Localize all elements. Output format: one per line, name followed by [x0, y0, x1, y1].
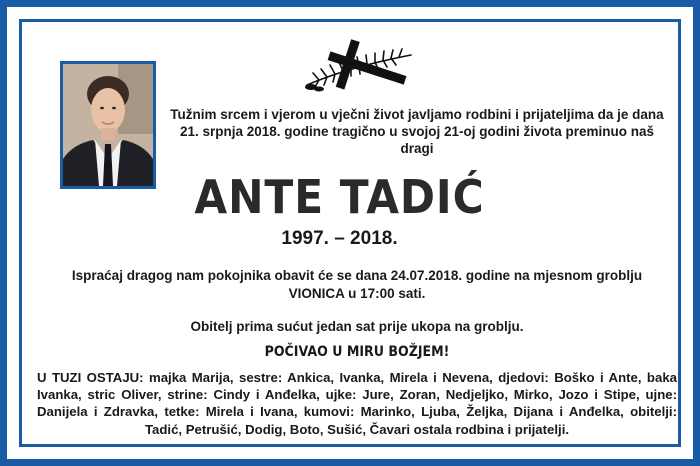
portrait-image	[63, 64, 153, 186]
announcement-text: Tužnim srcem i vjerom u vječni život javljamo rodbini i prijateljima da je dana 21. srpnja 2018. godine tragično u svojoj 21-oj godini života preminuo naš dragi	[170, 107, 664, 156]
obituary-card	[7, 7, 693, 459]
mourners-list: U TUZI OSTAJU: majka Marija, sestre: Ankica, Ivanka, Mirela i Nevena, djedovi: Boško i Ante, baka Ivanka, stric Oliver, strine: Cindy i Anđelka, ujke: Jure, Zoran, Nedjeljko, Mirko, Jozo i Stipe, ujne: Danijela i Zdravka, tetke: Mirela i Ivana, kumovi: Marinko, Ljuba, Željka, Dijana i Anđelka, obitelji: Tadić, Petrušić, Dodig, Boto, Sušić, Čavari ostala rodbina i prijatelji.	[37, 370, 677, 437]
deceased-photo	[60, 61, 156, 189]
funeral-details: Ispraćaj dragog nam pokojnika obavit će se dana 24.07.2018. godine na mjesnom groblju VIONICA u 17:00 sati.	[71, 268, 643, 301]
rest-in-peace: POČIVAO U MIRU BOŽJEM!	[264, 344, 450, 360]
life-years: 1997. – 2018.	[281, 228, 398, 249]
cross-with-palm-icon	[299, 37, 419, 97]
condolence-note: Obitelj prima sućut jedan sat prije ukopa na groblju.	[190, 319, 524, 334]
deceased-name: ANTE TADIĆ	[194, 170, 485, 224]
